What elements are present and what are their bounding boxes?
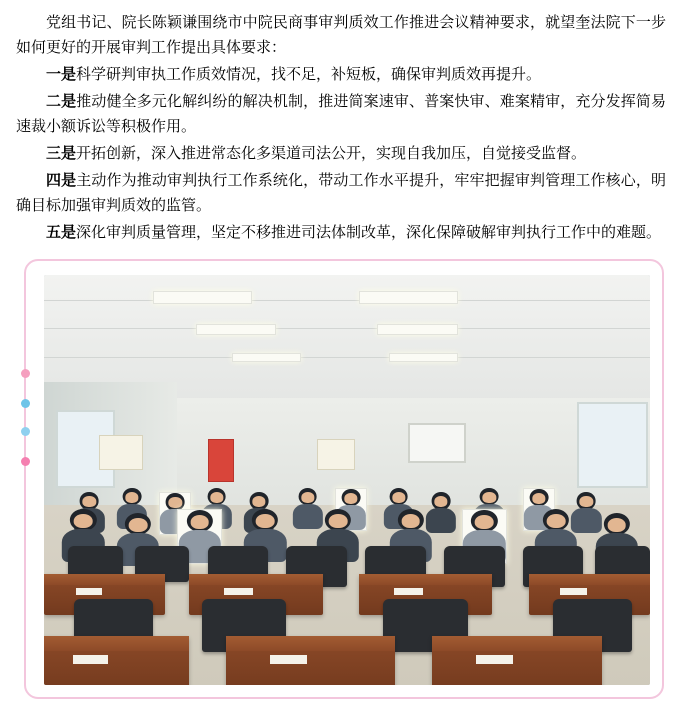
paragraph-5-lead: 五是 <box>46 223 77 241</box>
ceiling-light-3 <box>196 324 277 335</box>
photo-scene <box>44 275 650 685</box>
paragraph-1 <box>16 62 666 87</box>
paragraph-3 <box>16 141 666 166</box>
ceiling-light-2 <box>359 291 458 303</box>
ceiling-light-1 <box>153 291 252 303</box>
paragraph-0 <box>16 10 666 60</box>
decorative-dot-pink-top <box>21 369 30 378</box>
paragraph-1-text: 科学研判审执工作质效情况，找不足，补短板，确保审判质效再提升。 <box>76 65 542 83</box>
decorative-dot-blue-upper <box>21 399 30 408</box>
paragraph-4-text: 主动作为推动审判执行工作系统化，带动工作水平提升，牢牢把握审判管理工作核心，明确目标加强审判质效的监管。 <box>16 171 666 214</box>
paragraph-3-text: 开拓创新，深入推进常态化多渠道司法公开，实现自我加压，自觉接受监督。 <box>76 144 587 162</box>
ceiling-light-4 <box>377 324 458 335</box>
paragraph-3-lead: 三是 <box>46 144 77 162</box>
wall-banner-red <box>208 439 234 482</box>
ceiling-light-5 <box>232 353 301 362</box>
desk <box>432 636 602 685</box>
photo-frame <box>24 259 664 699</box>
paragraph-2-lead: 二是 <box>46 92 77 110</box>
wall-screen <box>408 423 467 464</box>
decorative-dot-pink-bottom <box>21 457 30 466</box>
paragraph-0-text: 党组书记、院长陈颖谦围绕市中院民商事审判质效工作推进会议精神要求，就望奎法院下一步如何更好的开展审判工作提出具体要求： <box>16 13 666 56</box>
paragraph-5 <box>16 220 666 245</box>
desk <box>44 636 189 685</box>
meeting-photo <box>44 275 650 685</box>
paragraph-5-text: 深化审判质量管理，坚定不移推进司法体制改革，深化保障破解审判执行工作中的难题。 <box>76 223 662 241</box>
window-right <box>577 402 648 488</box>
paragraph-1-lead: 一是 <box>46 65 77 83</box>
desk <box>226 636 396 685</box>
paragraph-4 <box>16 168 666 218</box>
wall-board <box>317 439 355 470</box>
paragraph-4-lead: 四是 <box>46 171 77 189</box>
decorative-dot-blue-lower <box>21 427 30 436</box>
ceiling-light-6 <box>389 353 458 362</box>
paragraph-2-text: 推动健全多元化解纠纷的解决机制，推进简案速审、普案快审、难案精审，充分发挥简易速裁小额诉讼等积极作用。 <box>16 92 666 135</box>
wall-banner-notice <box>99 435 143 470</box>
paragraph-2 <box>16 89 666 139</box>
